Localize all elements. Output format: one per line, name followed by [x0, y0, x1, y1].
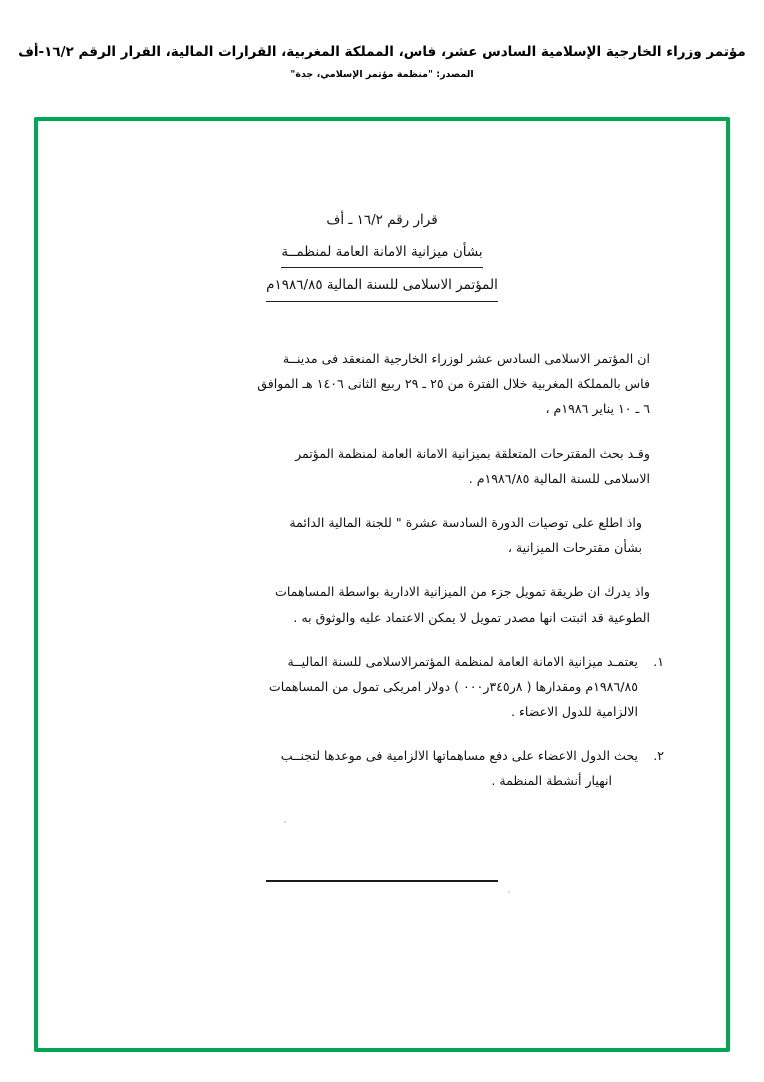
- clause-2-line-1: يحث الدول الاعضاء على دفع مساهماتها الالزامية فى موعدها لتجنــب: [280, 748, 638, 764]
- having-considered-line-1: وقـد بحث المقترحات المتعلقة بميزانية الامانة العامة لمنظمة المؤتمر: [295, 445, 650, 461]
- clause-1-line-2: ١٩٨٦/٨٥م ومقدارها ( ٨ر٣٤٥ر٠٠٠ ) دولار امريكى تمول من المساهمات: [268, 678, 638, 694]
- resolution-number-line: قرار رقم ١٦/٢ ـ أف: [326, 212, 438, 228]
- clause-1: [100, 649, 664, 725]
- page-content: [38, 121, 726, 1048]
- preamble-line-3: ٦ ـ ١٠ يناير ١٩٨٦م ،: [545, 401, 650, 417]
- paragraph-having-reviewed: [100, 510, 664, 560]
- paragraph-having-considered: [100, 441, 664, 491]
- resolution-subject-line-2: المؤتمر الاسلامى للسنة المالية ١٩٨٦/٨٥م: [266, 272, 498, 302]
- paragraph-preamble: [100, 346, 664, 422]
- paragraph-being-aware: [100, 579, 664, 629]
- clause-2: [100, 743, 664, 793]
- clause-1-number: ١.: [653, 653, 664, 669]
- resolution-subject-line-1: بشأن ميزانية الامانة العامة لمنظمــة: [281, 239, 482, 269]
- page-border-frame: [34, 117, 730, 1052]
- having-reviewed-line-1: واذ اطلع على توصيات الدورة السادسة عشرة " للجنة المالية الدائمة: [289, 514, 642, 530]
- header-source: المصدر: "منظمة مؤتمر الإسلامي، جدة": [290, 68, 474, 80]
- being-aware-line-1: واذ يدرك ان طريقة تمويل جزء من الميزانية الادارية بواسطة المساهمات: [275, 584, 650, 600]
- resolution-title-block: [100, 207, 664, 302]
- having-considered-line-2: الاسلامى للسنة المالية ١٩٨٦/٨٥م .: [468, 470, 650, 486]
- preamble-line-2: فاس بالمملكة المغربية خلال الفترة من ٢٥ ـ ٢٩ ربيع الثانى ١٤٠٦ هـ الموافق: [257, 376, 650, 392]
- header-title: مؤتمر وزراء الخارجية الإسلامية السادس عشر، فاس، المملكة المغربية، القرارات المالية، القرار الرقم ١٦/٢-أف: [18, 44, 746, 60]
- resolution-body: [100, 346, 664, 794]
- clause-1-line-3: الالزامية للدول الاعضاء .: [510, 704, 638, 720]
- clause-2-line-2: انهيار أنشطة المنظمة .: [491, 773, 612, 789]
- clause-1-line-1: يعتمـد ميزانية الامانة العامة لمنظمة المؤتمرالاسلامى للسنة الماليــة: [287, 653, 638, 669]
- being-aware-line-2: الطوعية قد اثبتت انها مصدر تمويل لا يمكن الاعتماد عليه والوثوق به .: [293, 609, 650, 625]
- scan-speck: [284, 821, 286, 823]
- closing-divider: [266, 880, 498, 882]
- document-header: [0, 0, 764, 80]
- scan-speck: [508, 891, 510, 893]
- preamble-line-1: ان المؤتمر الاسلامى السادس عشر لوزراء الخارجية المنعقد فى مدينــة: [282, 351, 650, 367]
- having-reviewed-line-2: بشأن مقترحات الميزانية ،: [507, 540, 642, 556]
- clause-2-number: ٢.: [653, 748, 664, 764]
